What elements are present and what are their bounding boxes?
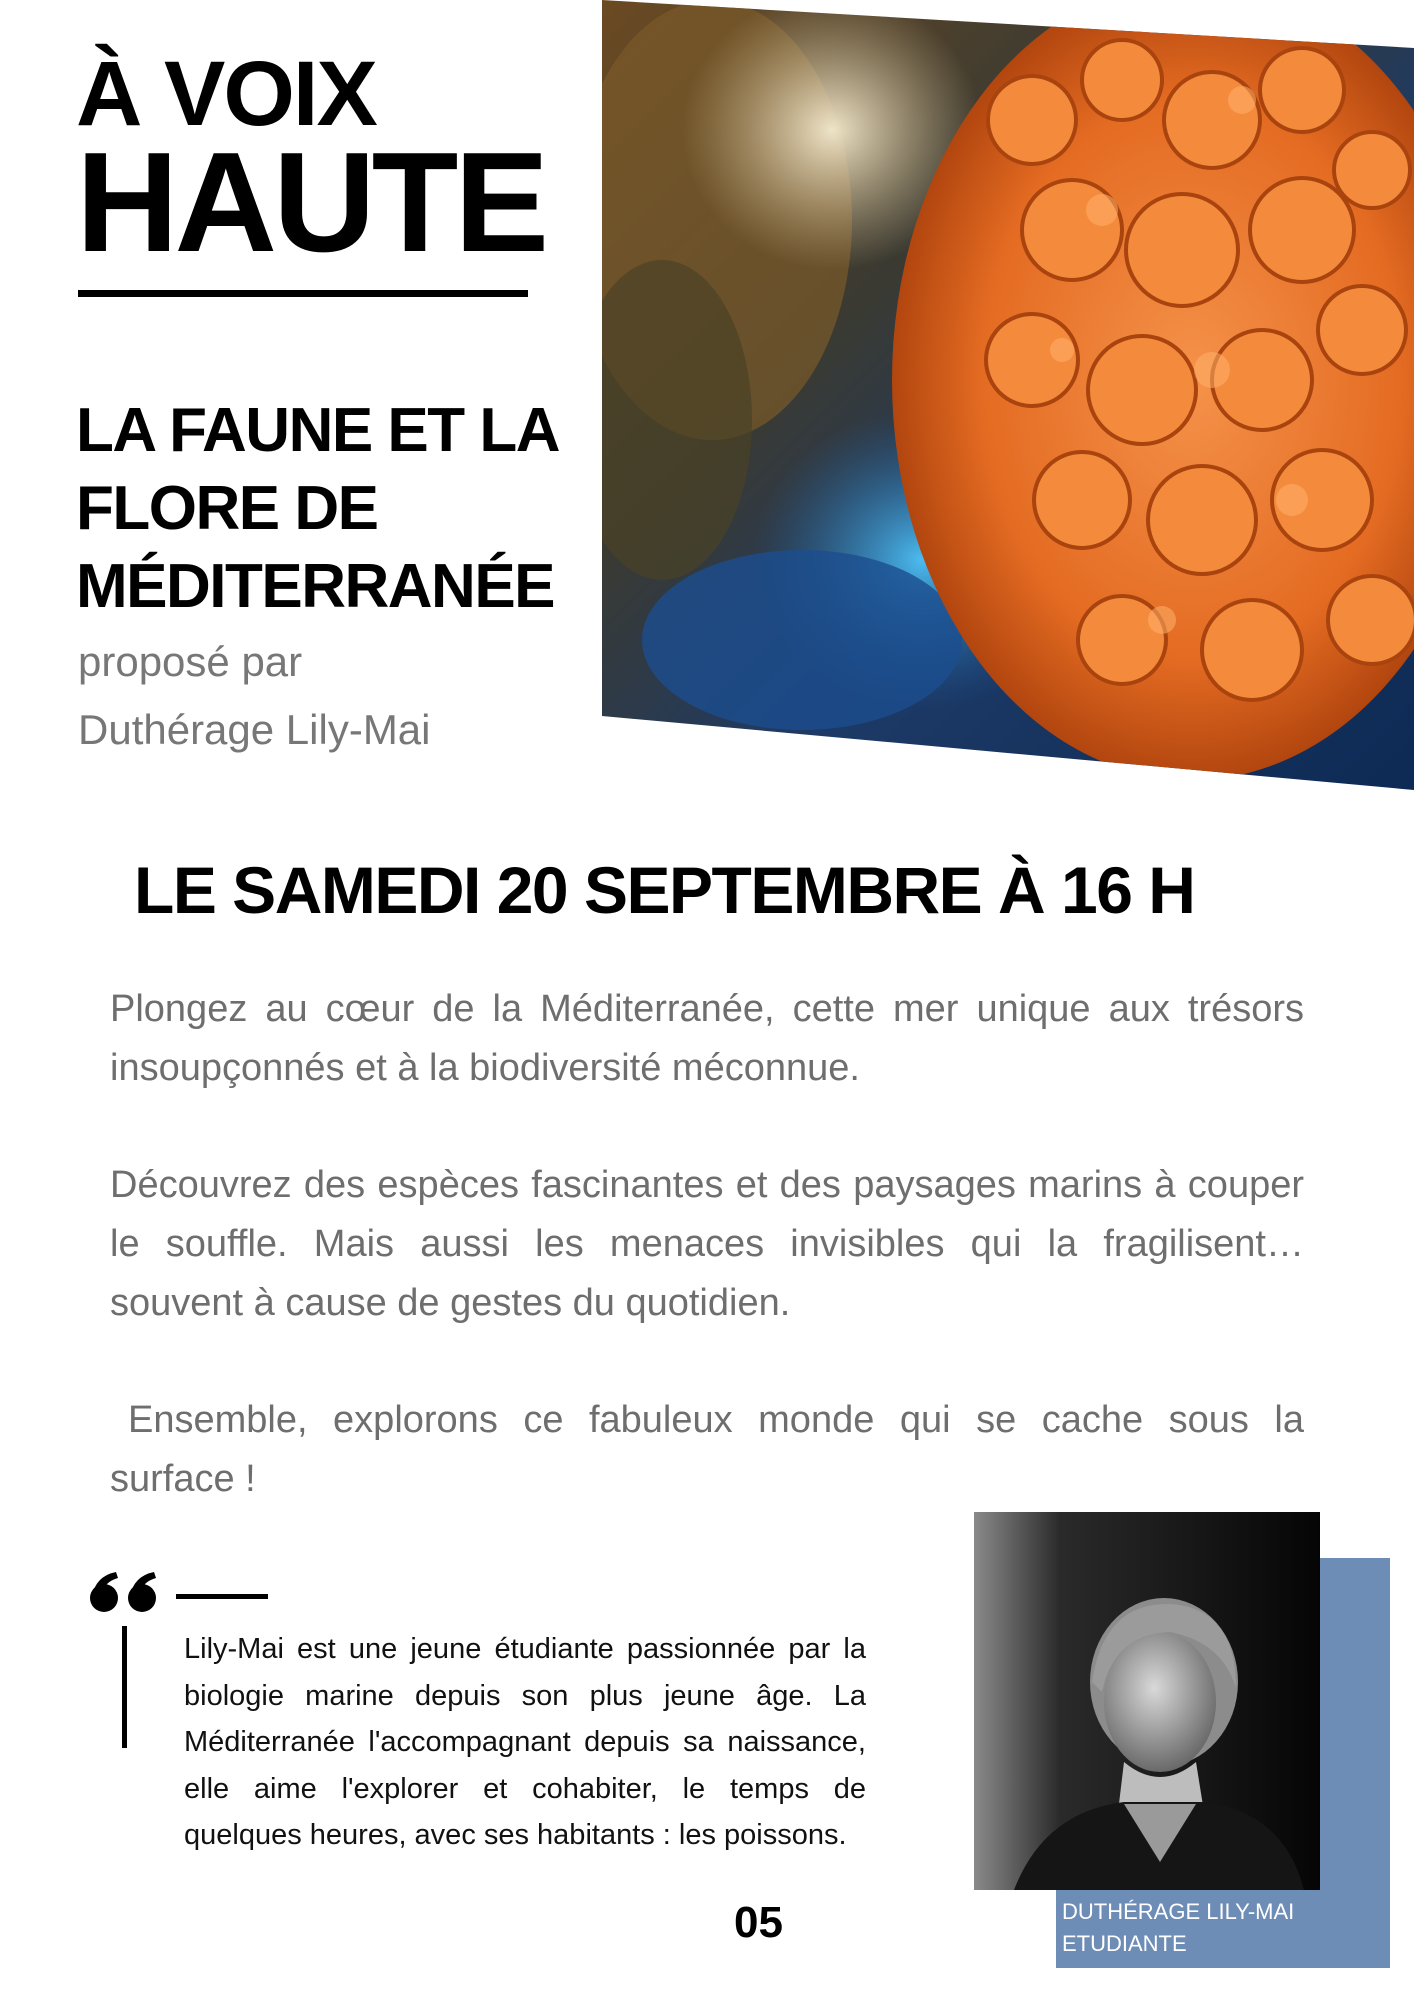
subtitle-line-2: FLORE DE xyxy=(76,474,378,543)
caption-role: ETUDIANTE xyxy=(1062,1931,1187,1956)
portrait-photo xyxy=(974,1512,1320,1890)
page-number: 05 xyxy=(734,1898,783,1947)
proposed-by-label: proposé par xyxy=(78,638,303,685)
speaker-bio: Lily-Mai est une jeune étudiante passionnée par la biologie marine depuis son plus jeune âge. La Méditerranée l'accompagnant depuis sa naissance, elle aime l'explorer et cohabiter, le temps de quelques heures, avec ses habitants : les poissons. xyxy=(184,1633,866,1851)
event-description xyxy=(110,980,1304,1567)
portrait-caption xyxy=(1062,1896,1294,1960)
description-paragraph-2: Découvrez des espèces fascinantes et des paysages marins à couper le souffle. Mais aussi les menaces invisibles qui la fragilisent… souvent à cause de gestes du quotidien. xyxy=(110,1164,1304,1324)
description-paragraph-3: Ensemble, explorons ce fabuleux monde qui se cache sous la surface ! xyxy=(110,1399,1304,1500)
proposed-by xyxy=(78,628,578,764)
coral-reef-photo xyxy=(602,0,1414,790)
event-subtitle xyxy=(76,392,596,626)
title-line-2: HAUTE xyxy=(76,123,546,282)
caption-name: DUTHÉRAGE LILY-MAI xyxy=(1062,1899,1295,1924)
description-paragraph-1: Plongez au cœur de la Méditerranée, cette mer unique aux trésors insoupçonnés et à la biodiversité méconnue. xyxy=(110,988,1304,1089)
subtitle-line-3: MÉDITERRANÉE xyxy=(76,552,555,621)
event-date: LE SAMEDI 20 SEPTEMBRE À 16 H xyxy=(134,853,1195,927)
proposed-by-name: Duthérage Lily-Mai xyxy=(78,706,431,753)
subtitle-line-1: LA FAUNE ET LA xyxy=(76,396,560,465)
title-divider xyxy=(78,290,528,297)
title-line-1: À VOIX xyxy=(76,43,376,145)
